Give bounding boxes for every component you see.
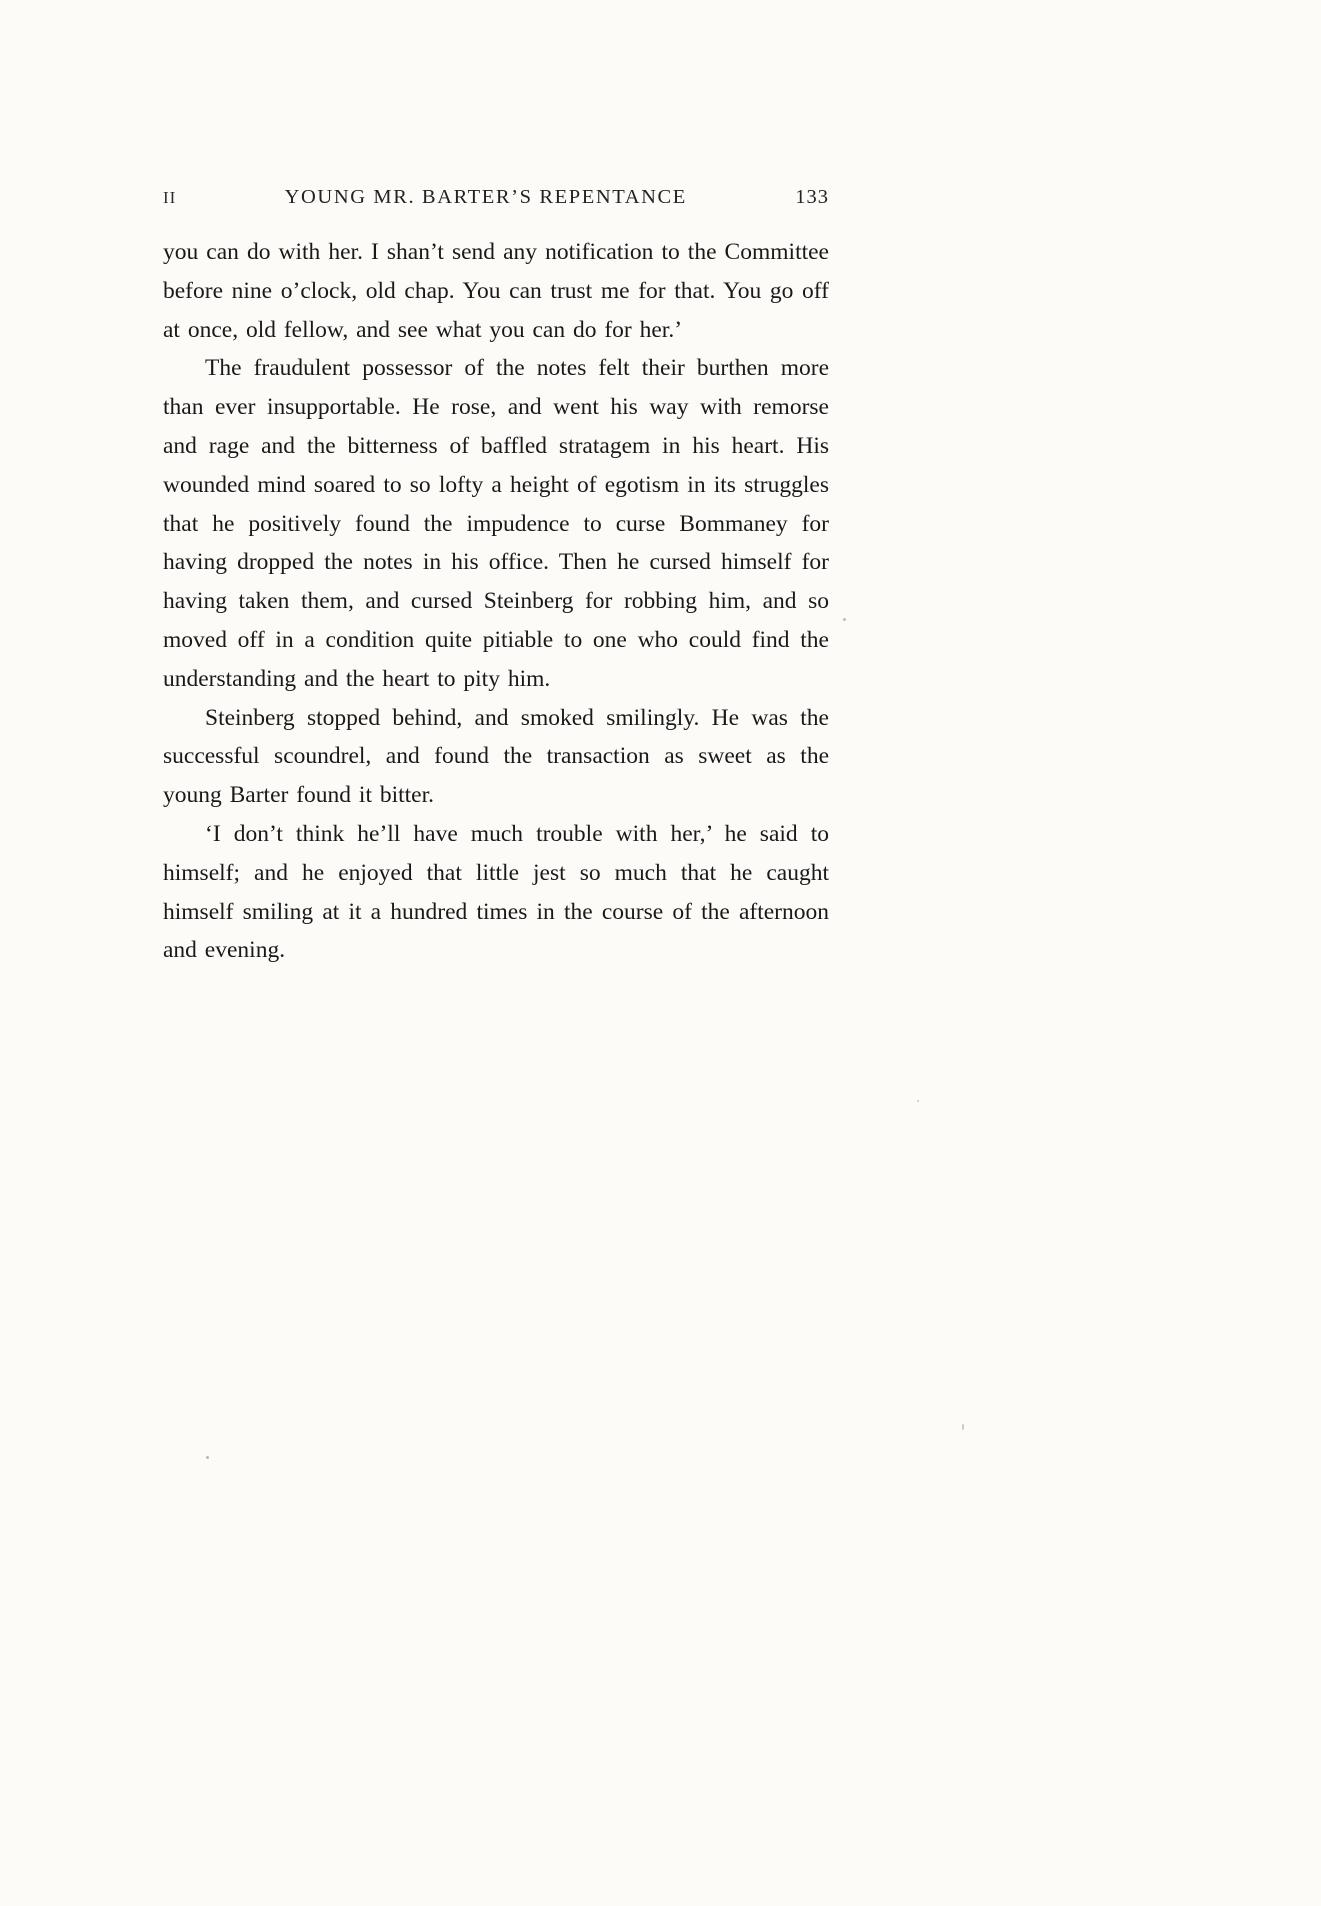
paragraph: ‘I don’t think he’ll have much trouble with her,’ he said to himself; and he enjoyed that little jest so much that he caught himself smiling at it a hundred times in the course of the afternoon and evening. xyxy=(163,820,829,964)
scan-speck xyxy=(917,1100,919,1102)
paragraph: you can do with her. I shan’t send any notification to the Committee before nine o’clock, old chap. You can trust me for that. You go off at once, old fellow, and see what you can do for her.’ xyxy=(163,239,829,343)
page-title: YOUNG MR. BARTER’S REPENTANCE xyxy=(284,186,687,208)
scan-speck xyxy=(206,1456,209,1459)
scan-speck xyxy=(962,1424,964,1430)
paragraph: Steinberg stopped behind, and smoked smilingly. He was the successful scoundrel, and found the transaction as sweet as the young Barter found it bitter. xyxy=(163,704,829,809)
chapter-number: II xyxy=(163,188,177,207)
paragraph: The fraudulent possessor of the notes felt their burthen more than ever insupportable. He rose, and went his way with remorse and rage and the bitterness of baffled stratagem in his heart. His wounded mind soared to so lofty a height of egotism in its struggles that he positively found the impudence to curse Bommaney for having dropped the notes in his office. Then he cursed himself for having taken them, and cursed Steinberg for robbing him, and so moved off in a condition quite pitiable to one who could find the understanding and the heart to pity him. xyxy=(163,355,829,692)
body-text xyxy=(163,233,829,970)
page-number: 133 xyxy=(795,186,829,208)
scan-speck xyxy=(843,618,846,621)
running-header xyxy=(163,186,829,209)
